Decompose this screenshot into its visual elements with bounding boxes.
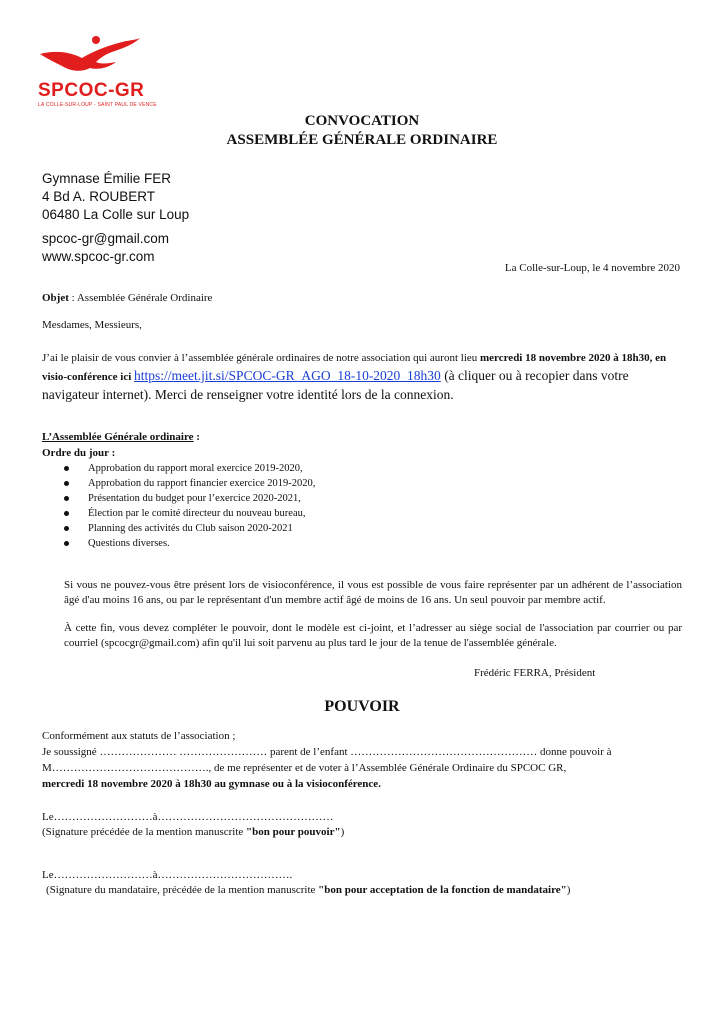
agenda-section-heading: L’Assemblée Générale ordinaire [42, 431, 194, 443]
caption-mention: "bon pour acceptation de la fonction de mandataire" [318, 884, 567, 896]
intro-text-bold: , en visio-conférence ici [42, 352, 667, 383]
contact-block [42, 230, 169, 266]
signature-place-line: Le………………………à………………………………………… [42, 811, 334, 823]
bullet-icon [64, 511, 69, 516]
agenda-item-text: Approbation du rapport moral exercice 2019-2020, [88, 463, 303, 474]
address-block [42, 170, 189, 224]
list-item [64, 506, 315, 521]
agenda-item-text: Élection par le comité directeur du nouveau bureau, [88, 508, 306, 519]
list-item [64, 491, 315, 506]
caption-text: ) [340, 826, 345, 838]
signature-caption [42, 826, 344, 838]
caption-mention: "bon pour pouvoir" [246, 826, 341, 838]
bullet-icon [64, 541, 69, 546]
intro-date: mercredi 18 novembre 2020 à 18h30 [480, 352, 650, 364]
intro-text: J’ai le plaisir de vous convier à l’assemblée générale ordinaires de notre association qui auront lieu [42, 352, 481, 364]
document-subtitle: ASSEMBLÉE GÉNÉRALE ORDINAIRE [226, 132, 498, 148]
bullet-icon [64, 526, 69, 531]
list-item [64, 461, 315, 476]
meeting-link[interactable]: https://meet.jit.si/SPCOC-GR_AGO_18-10-2020_18h30 [134, 368, 441, 383]
intro-paragraph [42, 350, 682, 405]
agenda-section-title [42, 431, 200, 443]
intro-text-end: (à cliquer ou à recopier dans votre navigateur internet). Merci de renseigner votre identité lors de la connexion. [42, 368, 629, 402]
contact-website: www.spcoc-gr.com [42, 249, 155, 264]
bullet-icon [64, 466, 69, 471]
date-line: La Colle-sur-Loup, le 4 novembre 2020 [504, 262, 680, 274]
representation-paragraph: Si vous ne pouvez-vous être présent lors de visioconférence, il vous est possible de vous faire représenter par un adhérent de l’association âgé d'au moins 16 ans, ou par le représentant d'un membre actif âgé de moins de 16 ans. Un seul pouvoir par membre actif. [64, 579, 682, 606]
address-line: 4 Bd A. ROUBERT [42, 189, 156, 204]
pouvoir-title: POUVOIR [324, 698, 400, 715]
agenda-item-text: Approbation du rapport financier exercice 2019-2020, [88, 478, 316, 489]
objet-label: Objet [42, 292, 69, 304]
pouvoir-line-bold: mercredi 18 novembre 2020 à 18h30 au gymnase ou à la visioconférence. [42, 778, 381, 790]
address-line: 06480 La Colle sur Loup [42, 207, 190, 222]
list-item [64, 476, 315, 491]
signature: Frédéric FERRA, Président [474, 667, 596, 679]
caption-text: (Signature du mandataire, précédée de la mention manuscrite [46, 884, 319, 896]
contact-email: spcoc-gr@gmail.com [42, 231, 169, 246]
pouvoir-line: M……………………………………., de me représenter et de voter à l’Assemblée Générale Ordinaire du SPCOC GR, [42, 762, 567, 774]
logo-tagline: LA COLLE-SUR-LOUP - SAINT PAUL DE VENCE [38, 102, 157, 108]
agenda-list [64, 461, 315, 551]
objet-text: : Assemblée Générale Ordinaire [68, 292, 213, 304]
objet-line [42, 292, 212, 304]
bullet-icon [64, 481, 69, 486]
document-title: CONVOCATION [304, 113, 420, 129]
address-line: Gymnase Émilie FER [42, 171, 172, 186]
pouvoir-line: Conformément aux statuts de l’association ; [42, 730, 236, 742]
list-item [64, 521, 315, 536]
pouvoir-line: Je soussigné ………………… …………………… parent de l’enfant …………………………………………… donne pouvoir à [42, 746, 612, 758]
bullet-icon [64, 496, 69, 501]
mandataire-caption [46, 884, 570, 896]
agenda-section-suffix: : [193, 431, 200, 443]
agenda-item-text: Questions diverses. [88, 538, 170, 549]
agenda-item-text: Présentation du budget pour l’exercice 2020-2021, [88, 493, 301, 504]
logo-name: SPCOC-GR [38, 80, 145, 101]
agenda-item-text: Planning des activités du Club saison 2020-2021 [88, 523, 293, 534]
salutation: Mesdames, Messieurs, [42, 319, 142, 331]
caption-text: (Signature précédée de la mention manuscrite [42, 826, 247, 838]
procedure-paragraph: À cette fin, vous devez compléter le pouvoir, dont le modèle est ci-joint, et l’adresser au siège social de l'association par courrier ou par courriel (spcocgr@gmail.com) afin qu'il lui soit parvenu au plus tard le jour de la tenue de l'assemblée générale. [64, 622, 682, 649]
mandataire-place-line: Le………………………à………………………………. [42, 869, 293, 881]
caption-text: ) [566, 884, 571, 896]
list-item [64, 536, 315, 551]
agenda-ordre: Ordre du jour : [42, 447, 116, 459]
